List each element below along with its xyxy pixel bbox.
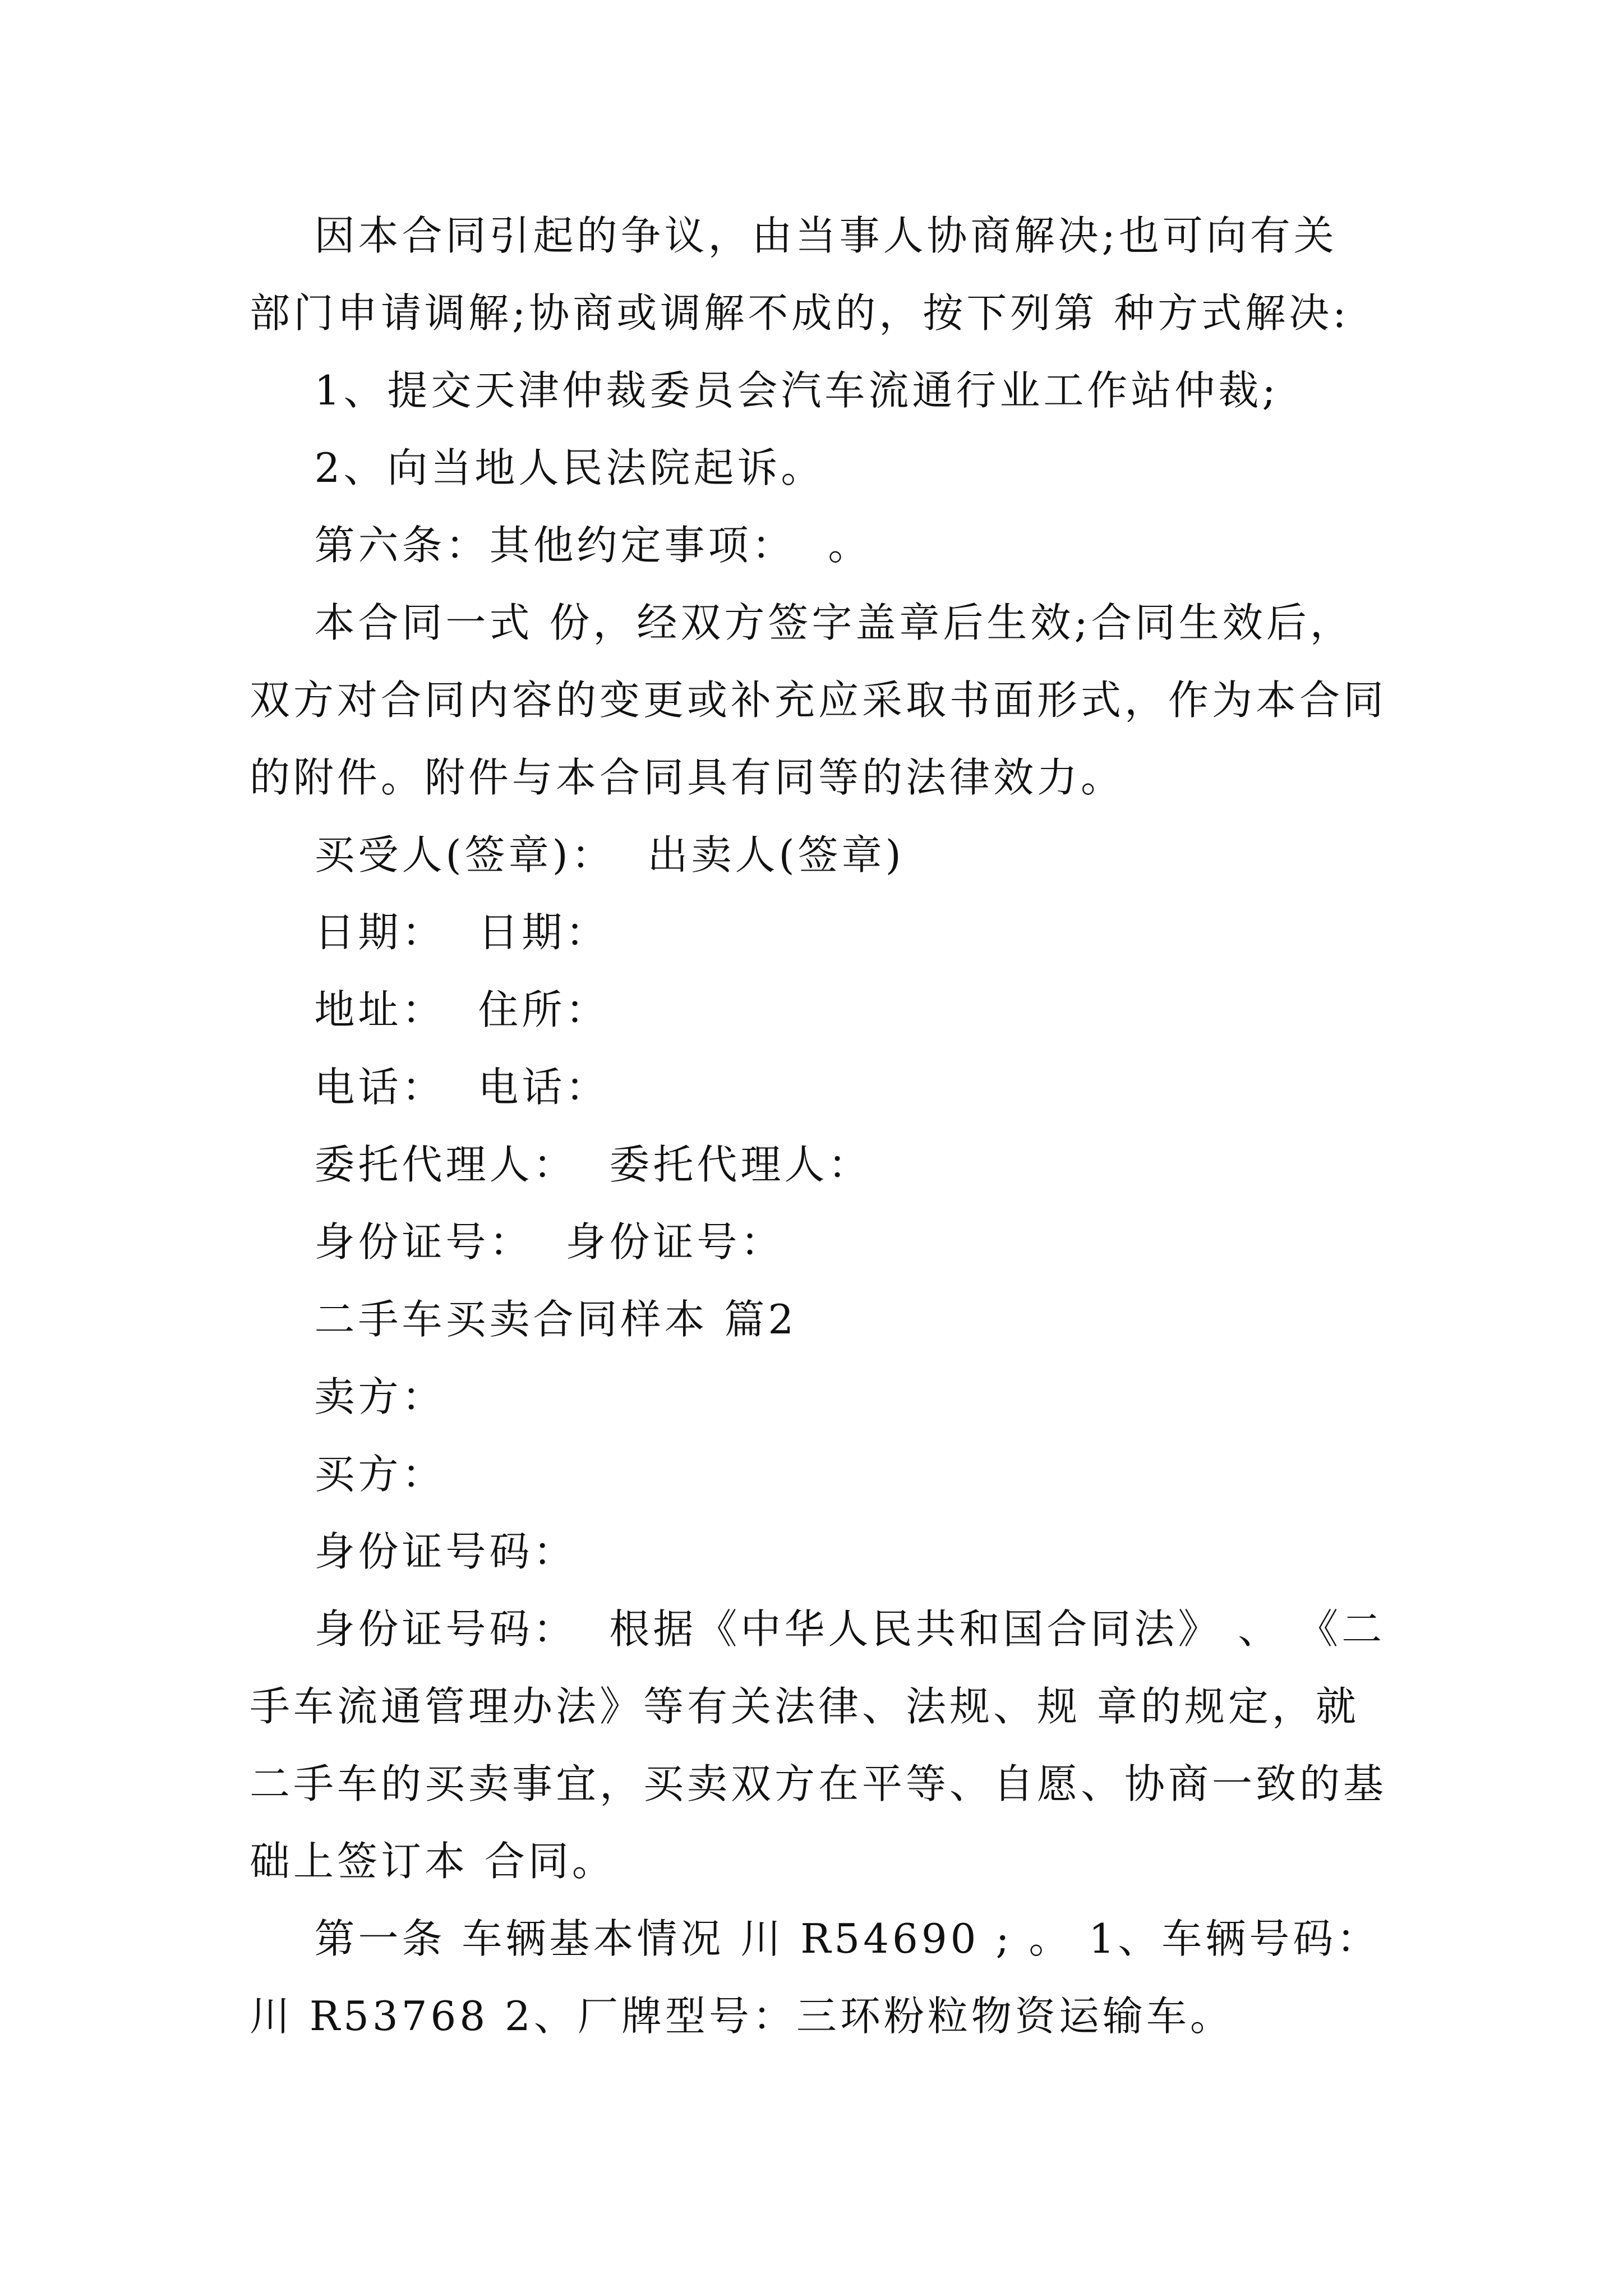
text-line: 日期： 日期：: [250, 909, 610, 956]
text-line: 础上签订本 合同。: [250, 1838, 616, 1885]
text-line: 因本合同引起的争议，由当事人协商解决;也可向有关: [250, 212, 1338, 259]
text-line: 第六条：其他约定事项： 。: [250, 522, 872, 569]
text-line: 电话： 电话：: [250, 1064, 610, 1111]
text-line: 二手车的买卖事宜，买卖双方在平等、自愿、协商一致的基: [250, 1760, 1387, 1807]
text-line: 的附件。附件与本合同具有同等的法律效力。: [250, 754, 1125, 801]
text-line: 部门申请调解;协商或调解不成的，按下列第 种方式解决:: [250, 289, 1350, 337]
text-line: 委托代理人： 委托代理人：: [250, 1141, 872, 1188]
text-line: 本合同一式 份，经双方签字盖章后生效;合同生效后，: [250, 599, 1354, 646]
text-line: 身份证号码： 根据《中华人民共和国合同法》 、 《二: [250, 1605, 1386, 1653]
text-line: 第一条 车辆基本情况 川 R54690 ; 。 1、车辆号码：: [250, 1915, 1381, 1962]
text-line: 身份证号码：: [250, 1528, 577, 1575]
text-line: 双方对合同内容的变更或补充应采取书面形式，作为本合同: [250, 677, 1387, 724]
text-line: 手车流通管理办法》等有关法律、法规、规 章的规定，就: [250, 1683, 1359, 1730]
text-line: 1、提交天津仲裁委员会汽车流通行业工作站仲裁;: [250, 367, 1279, 414]
text-line: 2、向当地人民法院起诉。: [250, 444, 825, 491]
section-heading: 二手车买卖合同样本 篇2: [250, 1296, 797, 1343]
text-line: 买方：: [250, 1451, 446, 1498]
text-line: 身份证号： 身份证号：: [250, 1218, 785, 1266]
text-line: 卖方：: [250, 1373, 446, 1420]
text-line: 地址： 住所：: [250, 986, 610, 1033]
text-line: 买受人(签章)： 出卖人(签章): [250, 831, 905, 878]
text-line: 川 R53768 2、厂牌型号：三环粉粒物资运输车。: [250, 1993, 1234, 2040]
